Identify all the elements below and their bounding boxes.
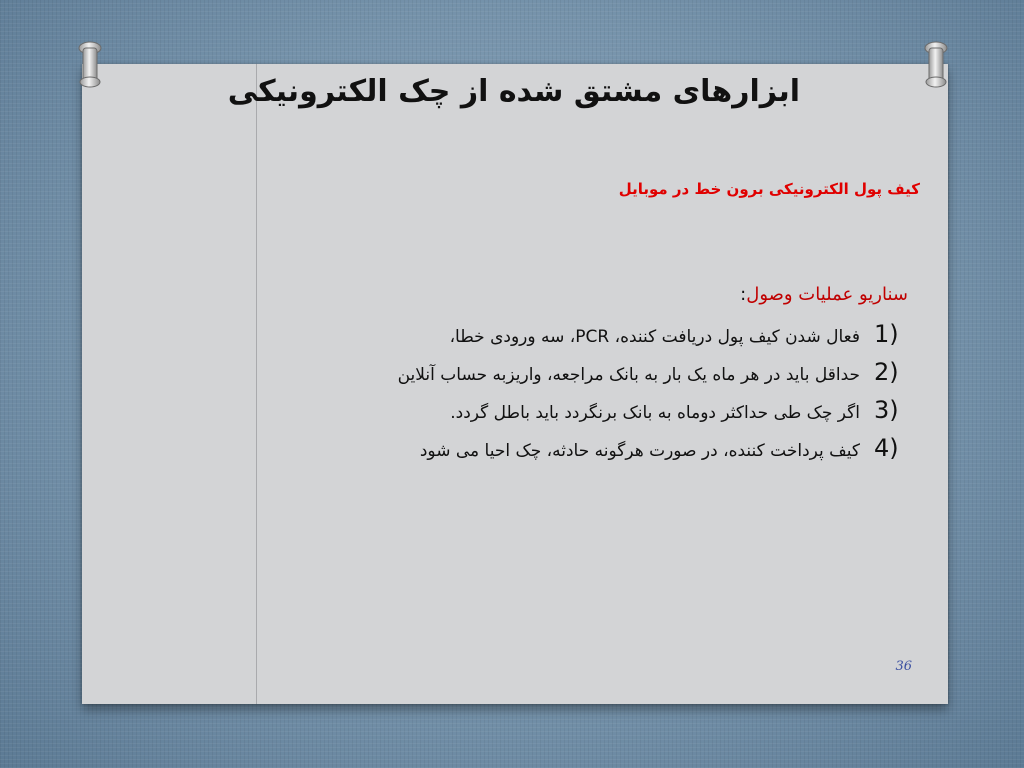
list-item-text: فعال شدن کیف پول دریافت کننده، PCR، سه ورودی خطا، xyxy=(449,327,860,347)
list-item-number: 3) xyxy=(874,396,899,424)
list-item xyxy=(200,434,910,472)
list-item xyxy=(200,358,910,396)
pushpin-icon xyxy=(921,40,951,92)
list-item-text: کیف پرداخت کننده، در صورت هرگونه حادثه، چک احیا می شود xyxy=(419,441,860,461)
list-item xyxy=(200,320,910,358)
list-item-text: اگر چک طی حداکثر دوماه به بانک برنگردد باید باطل گردد. xyxy=(450,403,860,423)
list-item-number: 2) xyxy=(874,358,899,386)
scenario-heading-label: سناریو عملیات وصول xyxy=(746,284,908,305)
scenario-heading xyxy=(420,284,908,305)
list-item-number: 1) xyxy=(874,320,899,348)
slide-subtitle: کیف پول الکترونیکی برون خط در موبایل xyxy=(618,180,920,198)
slide-title: ابزارهای مشتق شده از چک الکترونیکی xyxy=(227,74,800,109)
scenario-heading-colon: : xyxy=(740,284,747,305)
list-item-number: 4) xyxy=(874,434,899,462)
list-item xyxy=(200,396,910,434)
scenario-list xyxy=(200,320,910,472)
page-number: 36 xyxy=(895,659,912,674)
list-item-text: حداقل باید در هر ماه یک بار به بانک مراجعه، واریزبه حساب آنلاین xyxy=(397,365,860,385)
pushpin-icon xyxy=(75,40,105,92)
